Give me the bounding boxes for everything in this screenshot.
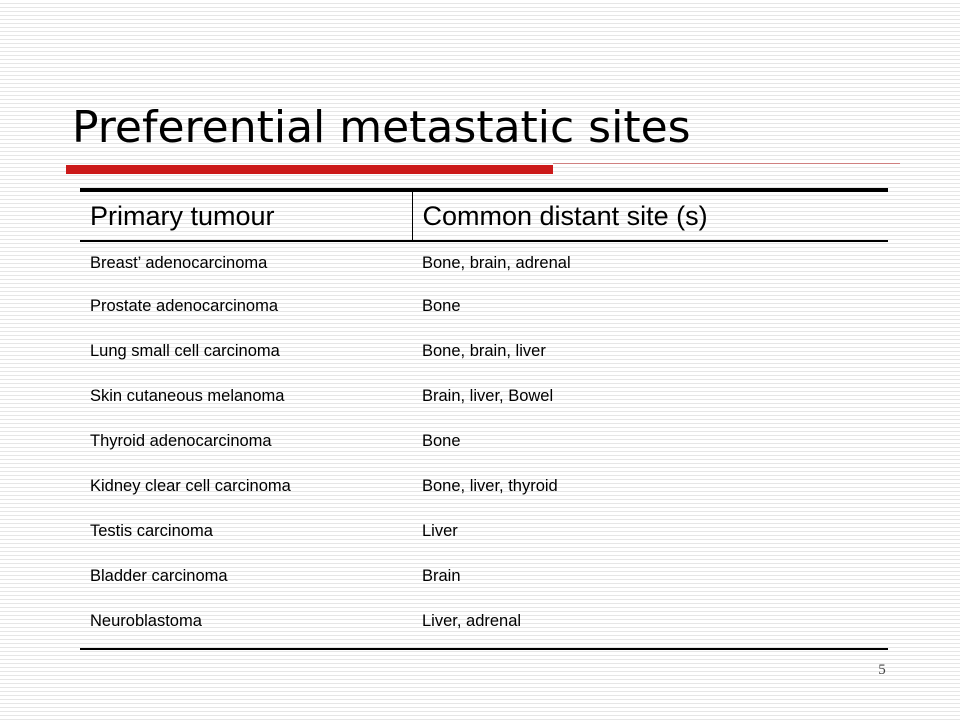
primary-tumour-cell: Breast’ adenocarcinoma <box>90 253 268 272</box>
page-number: 5 <box>878 662 886 678</box>
distant-site-cell: Bone, brain, adrenal <box>422 253 571 272</box>
table-row <box>80 284 888 329</box>
table-row <box>80 599 888 644</box>
metastasis-table <box>80 188 888 644</box>
header-primary-tumour: Primary tumour <box>80 190 412 241</box>
distant-site-cell: Bone <box>422 297 461 315</box>
slide-title: Preferential metastatic sites <box>72 102 691 153</box>
primary-tumour-cell: Prostate adenocarcinoma <box>90 297 279 315</box>
primary-tumour-cell: Bladder carcinoma <box>90 567 228 585</box>
distant-site-cell: Bone, liver, thyroid <box>422 477 558 495</box>
primary-tumour-cell: Skin cutaneous melanoma <box>90 387 285 405</box>
title-underline-thin <box>553 163 900 164</box>
primary-tumour-cell: Thyroid adenocarcinoma <box>90 432 272 450</box>
distant-site-cell: Bone <box>422 432 461 450</box>
primary-tumour-cell: Neuroblastoma <box>90 612 202 630</box>
distant-site-cell: Bone, brain, liver <box>422 342 546 360</box>
metastasis-table-container <box>80 188 888 644</box>
table-row <box>80 241 888 284</box>
header-distant-site: Common distant site (s) <box>422 200 708 231</box>
primary-tumour-cell: Lung small cell carcinoma <box>90 342 280 360</box>
distant-site-cell: Liver, adrenal <box>422 612 522 630</box>
table-bottom-rule <box>80 648 888 650</box>
distant-site-cell: Brain, liver, Bowel <box>422 387 554 405</box>
primary-tumour-cell: Kidney clear cell carcinoma <box>90 477 291 495</box>
table-row <box>80 509 888 554</box>
title-underline-accent <box>66 165 553 174</box>
primary-tumour-cell: Testis carcinoma <box>90 522 213 540</box>
table-header-row <box>80 190 888 241</box>
table-row <box>80 419 888 464</box>
table-row <box>80 554 888 599</box>
distant-site-cell: Liver <box>422 522 458 540</box>
table-row <box>80 464 888 509</box>
table-row <box>80 329 888 374</box>
distant-site-cell: Brain <box>422 567 461 585</box>
table-row <box>80 374 888 419</box>
